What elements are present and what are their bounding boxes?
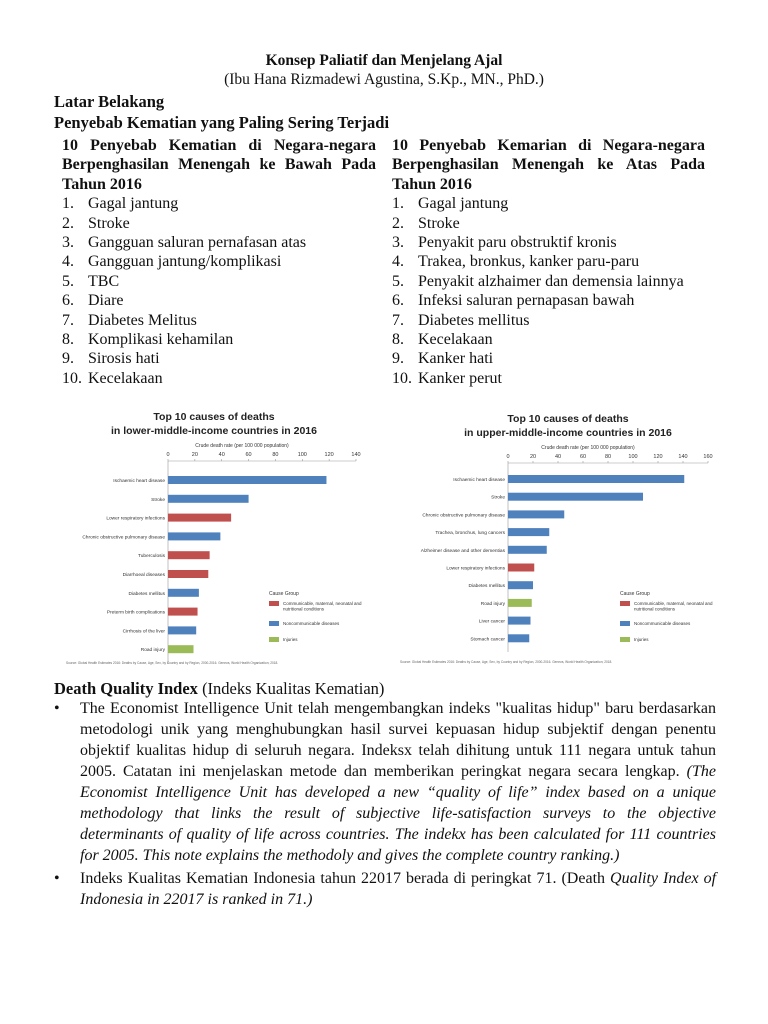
dqi-bullet-1-indonesian: The Economist Intelligence Unit telah mengembangkan indeks "kualitas hidup" baru berdasarkan metodologi unik yang menghubungkan hasil survei kepuasan hidup subjektif dengan penentu objektif kualitas hidup di seluruh negara. Indeksx telah dihitung untuk 111 negara untuk tahun 2005. Catatan ini menjelaskan metode dan memberikan peringkat negara secara lengkap. [80, 700, 716, 780]
bar-2 [508, 493, 643, 501]
list-item [62, 233, 376, 252]
dqi-bullet-1-text [80, 698, 716, 866]
list-item [392, 214, 705, 233]
legend-title: Cause Group [269, 591, 299, 597]
chart-subtitle: in upper-middle-income countries in 2016 [464, 427, 672, 439]
category-label: Trachea, bronchus, lung cancers [435, 531, 505, 537]
list-item-number: 9. [62, 350, 74, 368]
list-item [62, 311, 376, 330]
tick-label: 100 [297, 452, 307, 458]
list-item-text: Stroke [418, 214, 460, 232]
bullet-dot: • [54, 700, 60, 717]
list-item-number: 10. [62, 369, 82, 387]
category-label: Diarrhoeal diseases [122, 573, 165, 578]
section-heading: Latar Belakang [54, 92, 165, 111]
list-item-text: Trakea, bronkus, kanker paru-paru [418, 253, 640, 271]
list-item-number: 7. [62, 311, 74, 329]
chart-source: Source: Global Health Estimates 2016: Deaths by Cause, Age, Sex, by Country and by Region, 2000-2016. Geneva, World Health Organization; 2018. [66, 661, 279, 665]
tick-label: 120 [324, 452, 334, 458]
x-axis-label: Crude death rate (per 100 000 population) [195, 443, 289, 449]
bar-1 [508, 475, 684, 483]
category-label: Ischaemic heart disease [453, 478, 505, 483]
chart-source: Source: Global Health Estimates 2016: Deaths by Cause, Age, Sex, by Country and by Region, 2000-2016. Geneva, World Health Organization; 2018. [400, 660, 613, 664]
list-item-text: Diare [88, 292, 124, 310]
list-item [392, 311, 705, 330]
chart-upper-middle-income [398, 410, 718, 673]
tick-label: 0 [506, 454, 510, 460]
legend-label-line: nutritional conditions [283, 606, 325, 612]
chart-subtitle: in lower-middle-income countries in 2016 [111, 425, 317, 437]
list-item-text: Infeksi saluran pernapasan bawah [418, 292, 635, 310]
left-cause-list [62, 136, 376, 388]
list-item-text: Komplikasi kehamilan [88, 331, 234, 349]
bar-4 [508, 528, 549, 536]
legend-label-line: nutritional conditions [634, 606, 676, 612]
bar-9 [508, 617, 531, 625]
right-list-heading: 10 Penyebab Kemarian di Negara-negara Berpenghasilan Menengah ke Atas Pada Tahun 2016 [392, 137, 705, 193]
category-label: Stroke [151, 497, 165, 503]
category-label: Road injury [480, 601, 505, 607]
document-title: Konsep Paliatif dan Menjelang Ajal [265, 52, 503, 69]
list-item-number: 6. [392, 292, 404, 310]
category-label: Lower respiratory infections [446, 566, 505, 572]
chart-upper-middle-income-svg [398, 410, 718, 668]
list-item-text: Stroke [88, 214, 130, 232]
list-item-text: Gangguan saluran pernafasan atas [88, 234, 307, 252]
dqi-bullet-2-italic: Quality Index of Indonesia in 22017 is ranked in 71.) [80, 870, 717, 908]
category-label: Ischaemic heart disease [113, 479, 165, 484]
list-item [392, 369, 705, 388]
legend-swatch [620, 601, 630, 606]
x-axis-label: Crude death rate (per 100 000 population) [541, 445, 635, 451]
dqi-bullet-2-normal: Indeks Kualitas Kematian Indonesia tahun 22017 berada di peringkat 71. (Death [80, 870, 611, 887]
bar-1 [168, 476, 326, 484]
right-cause-list [392, 136, 705, 388]
legend-swatch [620, 637, 630, 642]
chart-lower-middle-income [64, 408, 370, 675]
list-item-text: Diabetes Melitus [88, 311, 197, 329]
list-item-text: Kanker perut [418, 369, 502, 387]
dqi-bullets [50, 698, 716, 910]
legend-label: Noncommunicable diseases [634, 621, 691, 626]
tick-label: 20 [191, 452, 198, 458]
list-item-text: Kanker hati [418, 350, 494, 368]
legend-swatch [269, 601, 279, 606]
bar-8 [168, 608, 198, 616]
tick-label: 40 [218, 452, 225, 458]
list-item-text: Kecelakaan [418, 331, 493, 349]
list-item [62, 349, 376, 368]
list-item-number: 9. [392, 350, 404, 368]
legend-label: Noncommunicable diseases [283, 621, 340, 626]
list-item-number: 7. [392, 311, 404, 329]
legend-title: Cause Group [620, 591, 650, 597]
legend-label [634, 601, 713, 612]
dqi-heading-suffix: (Indeks Kualitas Kematian) [197, 679, 385, 698]
list-item-number: 8. [62, 331, 74, 349]
list-item [392, 349, 705, 368]
list-item [392, 291, 705, 310]
bar-2 [168, 495, 249, 503]
list-item-number: 2. [392, 214, 404, 232]
list-item-number: 1. [392, 195, 404, 213]
category-label: Lower respiratory infections [106, 516, 165, 522]
dqi-bullet-1-english: (The Economist Intelligence Unit has developed a new “quality of life” index based on a unique methodology that links the result of subjective life-satisfaction surveys to the objective determinants of quality of life across countries. The indekx has been calculated for 111 countries for 2005. This note explains the methodoly and gives the complete country ranking.) [80, 763, 716, 864]
bar-7 [508, 581, 533, 589]
category-label: Stroke [491, 495, 505, 501]
list-item-number: 4. [62, 253, 74, 271]
category-label: Alzheimer disease and other dementias [420, 548, 505, 554]
legend-label [283, 601, 362, 612]
dqi-heading [54, 678, 384, 699]
category-label: Tuberculosis [137, 554, 165, 560]
legend-swatch [620, 621, 630, 626]
legend-label-line: Communicable, maternal, neonatal and [283, 601, 362, 606]
list-item-number: 10. [392, 369, 412, 387]
list-item [62, 272, 376, 291]
list-item [62, 369, 376, 388]
list-item-number: 3. [62, 234, 74, 252]
category-label: Chronic obstructive pulmonary disease [82, 535, 165, 541]
tick-label: 120 [653, 454, 663, 460]
dqi-bullet-2-text [80, 868, 716, 910]
category-label: Stomach cancer [470, 637, 505, 643]
list-item [62, 214, 376, 233]
bar-3 [508, 510, 564, 518]
list-item-text: Gagal jantung [88, 195, 179, 213]
list-item [392, 272, 705, 291]
chart-lower-middle-income-svg [64, 408, 370, 670]
chart-title: Top 10 causes of deaths [507, 413, 629, 425]
bar-3 [168, 514, 231, 522]
bullet-dot: • [54, 870, 60, 887]
legend-swatch [269, 621, 279, 626]
category-label: Chronic obstructive pulmonary disease [422, 513, 505, 519]
bar-4 [168, 532, 220, 540]
list-item-text: Diabetes mellitus [418, 311, 530, 329]
list-item-number: 6. [62, 292, 74, 310]
tick-label: 160 [703, 454, 713, 460]
tick-label: 60 [245, 452, 252, 458]
bar-10 [508, 634, 529, 642]
dqi-heading-bold: Death Quality Index [54, 679, 198, 698]
legend-label-line: Communicable, maternal, neonatal and [634, 601, 713, 606]
tick-label: 140 [351, 452, 361, 458]
dqi-bullet-2 [50, 868, 716, 910]
bar-6 [508, 564, 534, 572]
list-item-number: 2. [62, 214, 74, 232]
list-item [62, 291, 376, 310]
list-item-number: 3. [392, 234, 404, 252]
list-item-text: Penyakit paru obstruktif kronis [418, 234, 617, 252]
category-label: Preterm birth complications [106, 610, 165, 616]
list-item-text: Gagal jantung [418, 195, 509, 213]
bar-6 [168, 570, 208, 578]
list-item [62, 194, 376, 213]
list-item [62, 330, 376, 349]
list-item-number: 4. [392, 253, 404, 271]
list-item-number: 1. [62, 195, 74, 213]
list-item [62, 252, 376, 271]
list-item [392, 233, 705, 252]
list-item-number: 8. [392, 331, 404, 349]
list-item-text: Sirosis hati [88, 350, 160, 368]
bar-8 [508, 599, 532, 607]
tick-label: 100 [628, 454, 638, 460]
tick-label: 80 [604, 454, 612, 460]
left-list-heading: 10 Penyebab Kematian di Negara-negara Berpenghasilan Menengah ke Bawah Pada Tahun 2016 [62, 137, 376, 193]
list-item-text: Kecelakaan [88, 369, 163, 387]
subsection-heading: Penyebab Kematian yang Paling Sering Terjadi [54, 113, 390, 132]
bar-9 [168, 626, 196, 634]
category-label: Diabetes mellitus [128, 591, 165, 597]
category-label: Diabetes mellitus [468, 584, 505, 590]
tick-label: 140 [678, 454, 688, 460]
chart-title: Top 10 causes of deaths [153, 411, 275, 423]
bar-5 [168, 551, 210, 559]
list-item [392, 194, 705, 213]
tick-label: 80 [272, 452, 279, 458]
document-author: (Ibu Hana Rizmadewi Agustina, S.Kp., MN., PhD.) [224, 71, 544, 88]
list-item-number: 5. [62, 272, 74, 290]
right-ordered-list [392, 194, 705, 388]
tick-label: 0 [166, 452, 170, 458]
list-item-text: TBC [88, 272, 120, 290]
legend-label: Injuries [634, 637, 649, 642]
list-item-text: Penyakit alzhaimer dan demensia lainnya [418, 272, 684, 290]
tick-label: 60 [579, 454, 587, 460]
list-item [392, 252, 705, 271]
bar-7 [168, 589, 199, 597]
legend-label: Injuries [283, 637, 298, 642]
dqi-bullet-1 [50, 698, 716, 866]
category-label: Road injury [140, 648, 165, 654]
bar-5 [508, 546, 547, 554]
list-item-number: 5. [392, 272, 404, 290]
list-item-text: Gangguan jantung/komplikasi [88, 253, 282, 271]
category-label: Liver cancer [478, 619, 505, 625]
tick-label: 40 [554, 454, 562, 460]
legend-swatch [269, 637, 279, 642]
left-ordered-list [62, 194, 376, 388]
category-label: Cirrhosis of the liver [122, 629, 165, 635]
tick-label: 20 [529, 454, 537, 460]
bar-10 [168, 645, 194, 653]
list-item [392, 330, 705, 349]
